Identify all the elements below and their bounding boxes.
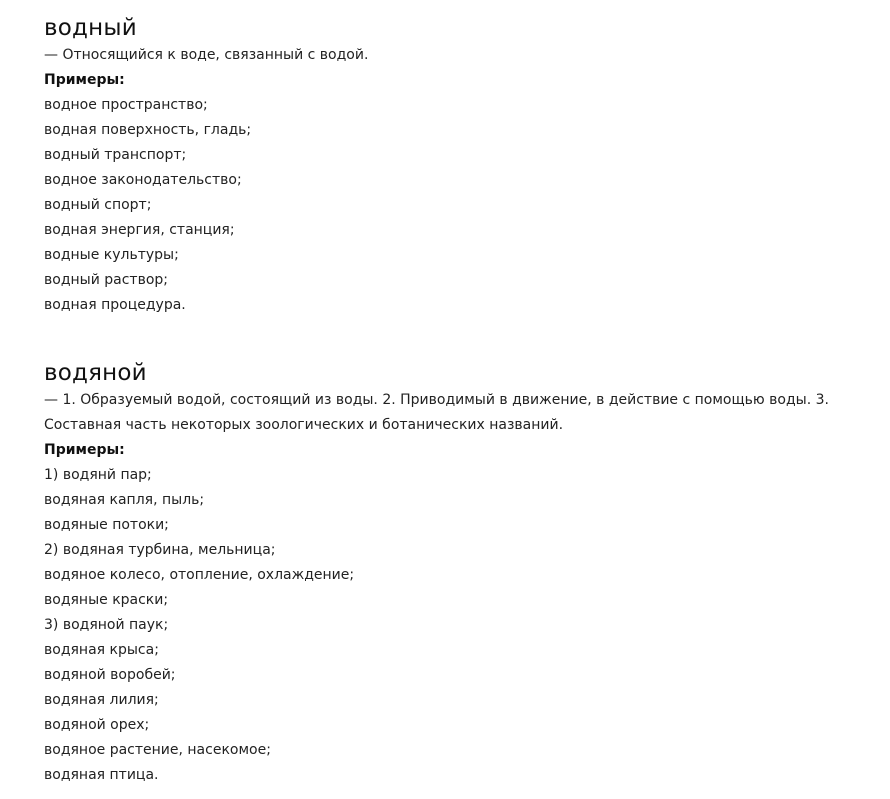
example-item: водный спорт; — [44, 197, 152, 213]
example-item: водяной орех; — [44, 717, 150, 733]
examples-list — [44, 93, 844, 318]
example-item: водяная птица. — [44, 767, 159, 783]
definition: — 1. Образуемый водой, состоящий из воды. 2. Приводимый в движение, в действие с помощью воды. 3. Составная часть некоторых зоологических и ботанических названий. — [44, 392, 829, 433]
headword: водяной — [44, 360, 147, 386]
example-item: водяные краски; — [44, 592, 169, 608]
example-item: водные культуры; — [44, 247, 179, 263]
example-item: водное законодательство; — [44, 172, 242, 188]
example-item: водяная капля, пыль; — [44, 492, 205, 508]
example-item: водяные потоки; — [44, 517, 169, 533]
examples-label: Примеры: — [44, 72, 125, 88]
dictionary-entry-vodyanoi — [44, 358, 844, 788]
examples-list — [44, 463, 844, 788]
example-item: водный раствор; — [44, 272, 168, 288]
example-item: водяная лилия; — [44, 692, 159, 708]
example-item: водный транспорт; — [44, 147, 187, 163]
example-item: водная энергия, станция; — [44, 222, 235, 238]
definition: — Относящийся к воде, связанный с водой. — [44, 47, 369, 63]
example-item: водное пространство; — [44, 97, 208, 113]
headword: водный — [44, 15, 137, 41]
example-item: водяной воробей; — [44, 667, 176, 683]
example-item: водяное колесо, отопление, охлаждение; — [44, 567, 355, 583]
examples-label: Примеры: — [44, 442, 125, 458]
example-item: водяное растение, насекомое; — [44, 742, 271, 758]
example-item: водная процедура. — [44, 297, 186, 313]
dictionary-entry-vodnyi — [44, 13, 844, 318]
example-item: 1) водянй пар; — [44, 467, 152, 483]
example-item: водяная крыса; — [44, 642, 159, 658]
example-item: 3) водяной паук; — [44, 617, 169, 633]
example-item: водная поверхность, гладь; — [44, 122, 252, 138]
example-item: 2) водяная турбина, мельница; — [44, 542, 276, 558]
